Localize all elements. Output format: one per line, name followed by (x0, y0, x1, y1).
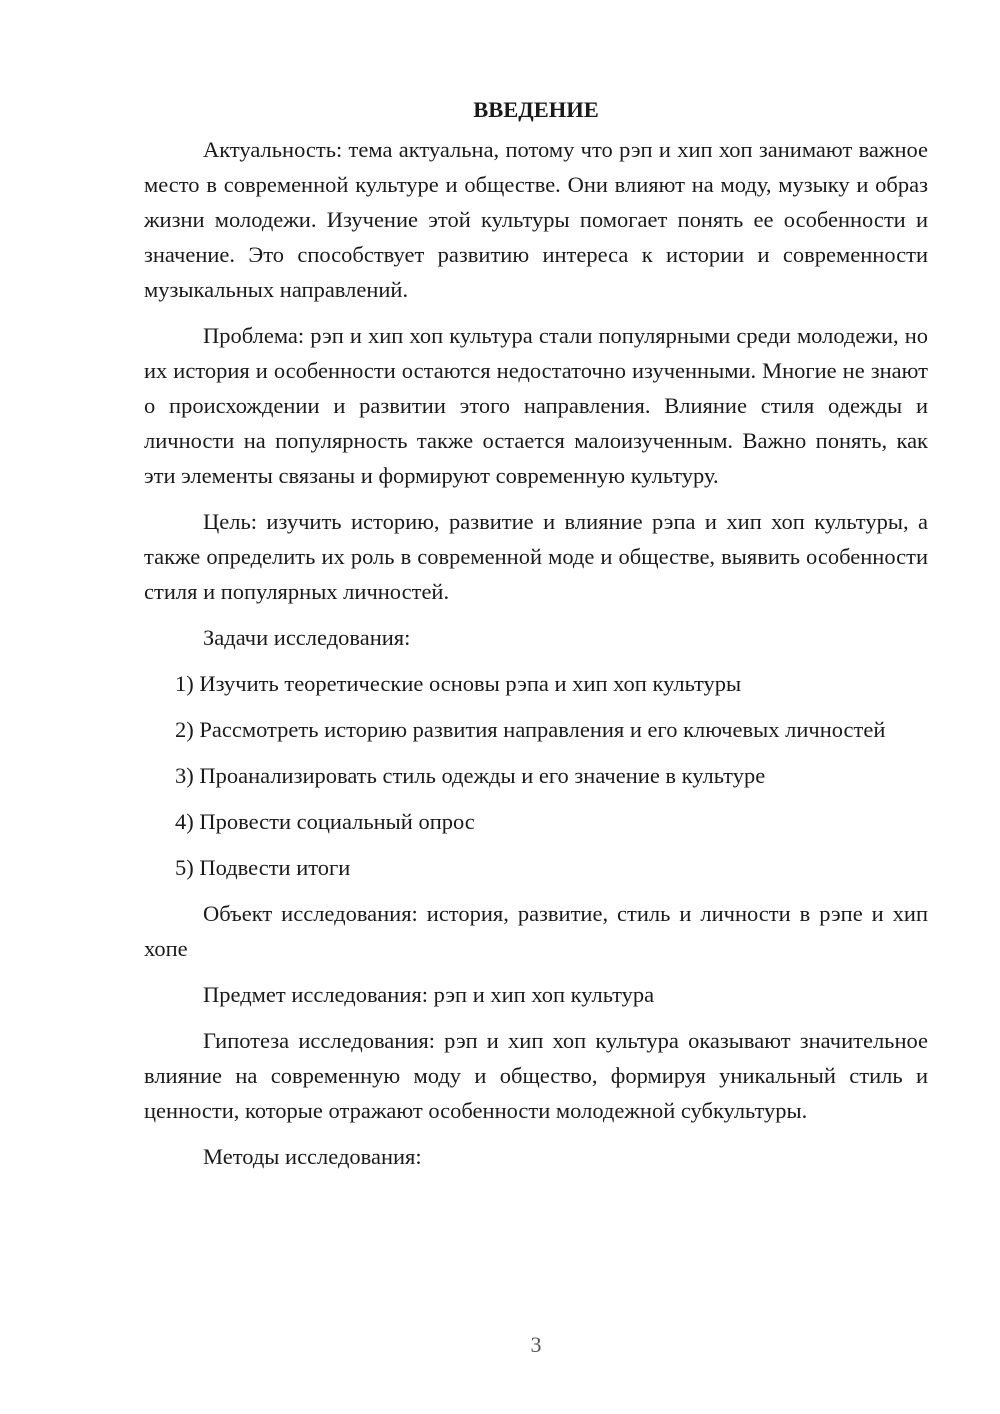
relevance-paragraph: Актуальность: тема актуальна, потому что рэп и хип хоп занимают важное место в современной культуре и обществе. Они влияют на моду, музыку и образ жизни молодежи. Изучение этой культуры помогает понять ее особенности и значение. Это способствует развитию интереса к истории и современности музыкальных направлений. (144, 137, 928, 302)
methods-heading: Методы исследования: (203, 1144, 422, 1169)
subject-paragraph: Предмет исследования: рэп и хип хоп культура (203, 982, 655, 1007)
task-item: 4) Провести социальный опрос (175, 809, 475, 834)
hypothesis-paragraph: Гипотеза исследования: рэп и хип хоп культура оказывают значительное влияние на современную моду и общество, формируя уникальный стиль и ценности, которые отражают особенности молодежной субкультуры. (144, 1028, 928, 1123)
tasks-heading: Задачи исследования: (203, 625, 411, 650)
object-paragraph: Объект исследования: история, развитие, стиль и личности в рэпе и хип хопе (144, 901, 928, 961)
goal-paragraph: Цель: изучить историю, развитие и влияние рэпа и хип хоп культуры, а также определить их роль в современной моде и обществе, выявить особенности стиля и популярных личностей. (144, 509, 928, 604)
page-number: 3 (530, 1332, 542, 1357)
task-item: 3) Проанализировать стиль одежды и его значение в культуре (175, 763, 766, 788)
task-item: 2) Рассмотреть историю развития направления и его ключевых личностей (175, 717, 886, 742)
task-item: 5) Подвести итоги (175, 855, 351, 880)
problem-paragraph: Проблема: рэп и хип хоп культура стали популярными среди молодежи, но их история и особенности остаются недостаточно изученными. Многие не знают о происхождении и развитии этого направления. Влияние стиля одежды и личности на популярность также остается малоизученным. Важно понять, как эти элементы связаны и формируют современную культуру. (144, 323, 928, 488)
tasks-list (144, 666, 928, 885)
section-title: ВВЕДЕНИЕ (473, 97, 599, 122)
page-content (144, 92, 928, 1185)
task-item: 1) Изучить теоретические основы рэпа и хип хоп культуры (175, 671, 742, 696)
